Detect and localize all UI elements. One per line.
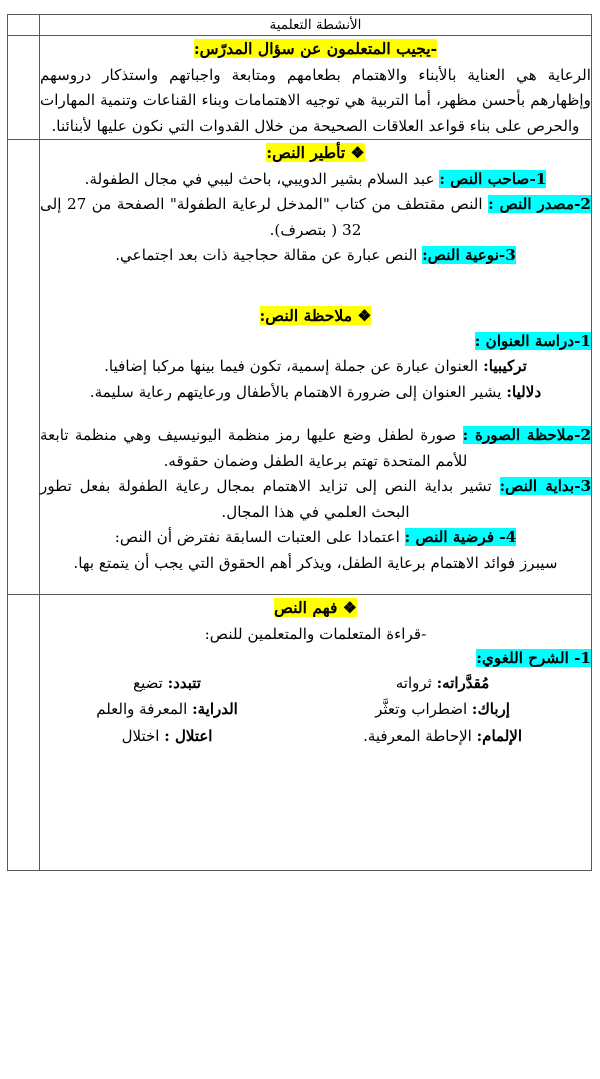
answer-cell	[40, 36, 592, 140]
table-row-framing-observation	[8, 140, 592, 595]
side-cell-understanding	[8, 595, 40, 871]
table-row-understanding	[8, 595, 592, 871]
vocab-term-right-3: اعتلال :	[164, 726, 213, 745]
page-title: الأنشطة التعلمية	[269, 17, 362, 33]
vocab-term-left-3: الإلمام:	[476, 726, 522, 745]
title-study-line-2-key: دلاليا:	[506, 382, 542, 401]
framing-item-1-label-text: -صاحب النص :	[439, 169, 536, 188]
observation-item-hypothesis	[40, 525, 591, 551]
hypothesis-text: سيبرز فوائد الاهتمام برعاية الطفل، ويذكر أهم الحقوق التي يجب أن يتمتع بها.	[73, 553, 558, 572]
understanding-heading-text: فهم النص	[274, 598, 338, 618]
framing-item-3	[40, 243, 591, 269]
diamond-bullet-icon-2: ❖	[357, 305, 372, 325]
header-cell	[40, 15, 592, 36]
understanding-heading-line	[40, 595, 591, 622]
side-cell-header	[8, 15, 40, 36]
title-study-line-1	[40, 354, 591, 380]
vocab-cell-left-1	[294, 671, 591, 697]
vocab-term-right-1: تتبدد:	[167, 674, 201, 693]
reading-line: -قراءة المتعلمات والمتعلمين للنص:	[204, 624, 427, 643]
vocab-cell-right-1	[40, 671, 294, 697]
side-cell-answer	[8, 36, 40, 140]
observation-item-hypothesis-value: اعتمادا على العتبات السابقة نفترض أن النص:	[114, 528, 400, 547]
framing-heading-line	[40, 140, 591, 167]
understanding-cell	[40, 595, 592, 871]
diamond-bullet-icon-3: ❖	[342, 598, 357, 618]
title-study-label-line	[40, 329, 591, 354]
answer-paragraph: الرعاية هي العناية بالأبناء والاهتمام بطعامهم ومتابعة واجباتهم واستذكار دروسهم وإظهارهم بأحسن مظهر، أما التربية هي توجيه الاهتمامات وبناء القناعات وتنمية المهارات والحرص على بناء قواعد العلاقات الصحيحة من خلال القدوات التي نكون عليها لأبنائنا.	[40, 65, 591, 135]
observation-item-image	[40, 423, 591, 474]
vocabulary-row	[40, 724, 591, 750]
title-study-line-2	[40, 380, 591, 406]
title-study-line-1-key: تركيبيا:	[483, 357, 527, 376]
framing-item-3-label	[422, 246, 516, 264]
framing-item-2-label-text: -مصدر النص :	[488, 195, 581, 214]
observation-item-start-label: 3-بداية النص:	[499, 477, 592, 496]
framing-observation-cell	[40, 140, 592, 595]
framing-item-2-label	[488, 195, 591, 213]
framing-heading-text: تأطير النص:	[266, 143, 346, 163]
vocab-term-left-2: إرباك:	[471, 700, 510, 719]
side-cell-framing	[8, 140, 40, 595]
observation-heading-line	[40, 303, 591, 330]
title-study-line-1-value: العنوان عبارة عن جملة إسمية، تكون فيما بينها مركبا إضافيا.	[104, 357, 479, 376]
table-row-answer	[8, 36, 592, 140]
vocab-meaning-left-1: ثرواته	[395, 674, 432, 693]
title-study-line-2-value: يشير العنوان إلى ضرورة الاهتمام بالأطفال ورعايتهم رعاية سليمة.	[89, 382, 502, 401]
observation-item-hypothesis-label: 4- فرضية النص :	[404, 528, 517, 547]
observation-heading-text: ملاحظة النص:	[259, 305, 353, 325]
observation-item-start-value: تشير بداية النص إلى تزايد الاهتمام بمجال رعاية الطفولة بفعل تطور البحث العلمي في هذا المجال.	[40, 477, 492, 521]
diamond-bullet-icon: ❖	[350, 143, 365, 163]
observation-item-start	[40, 474, 591, 525]
framing-item-1-value: عبد السلام بشير الدويبي، باحث ليبي في مجال الطفولة.	[84, 169, 435, 188]
spacer-before-image-note	[40, 405, 591, 423]
observation-item-image-label: 2-ملاحظة الصورة :	[462, 426, 592, 445]
vocabulary-row	[40, 697, 591, 723]
vocabulary-row	[40, 671, 591, 697]
understanding-heading	[274, 598, 357, 617]
answer-heading: -يجيب المتعلمون عن سؤال المدرّس:	[193, 39, 438, 59]
vocab-term-left-1: مُقدَّراته:	[436, 674, 490, 693]
vocab-meaning-right-1: تضيع	[133, 674, 163, 693]
vocab-cell-right-3	[40, 724, 294, 750]
framing-item-2	[40, 192, 591, 243]
spacer-after-framing	[40, 269, 591, 303]
observation-heading	[260, 306, 372, 325]
lexical-explanation-label: 1- الشرح اللغوي:	[476, 649, 591, 668]
framing-item-1	[40, 167, 591, 193]
framing-item-3-value: النص عبارة عن مقالة حجاجية ذات بعد اجتماعي.	[115, 246, 418, 265]
vocab-meaning-right-2: المعرفة والعلم	[96, 700, 188, 719]
vocab-cell-left-3	[294, 724, 591, 750]
lexical-label-line	[40, 646, 591, 671]
vocab-cell-right-2	[40, 697, 294, 723]
table-row-header	[8, 15, 592, 36]
framing-item-1-label	[439, 170, 546, 188]
vocabulary-table	[40, 671, 591, 750]
framing-item-2-value: النص مقتطف من كتاب "المدخل لرعاية الطفولة" الصفحة من 27 إلى 32 ( بتصرف).	[40, 195, 483, 239]
framing-item-2-number: 2	[580, 195, 591, 214]
observation-item-image-value: صورة لطفل وضع عليها رمز منظمة اليونيسيف وهي منظمة تابعة للأمم المتحدة تهتم برعاية الطفل وضمان حقوقه.	[40, 426, 468, 470]
answer-heading-line	[40, 36, 591, 63]
lesson-table	[7, 14, 592, 871]
framing-item-1-number: 1	[535, 169, 547, 188]
title-study-label: 1-دراسة العنوان :	[474, 332, 591, 351]
spacer-bottom-observation	[40, 576, 591, 594]
vocab-cell-left-2	[294, 697, 591, 723]
framing-heading	[266, 143, 364, 162]
framing-item-3-label-text: -نوعية النص:	[422, 246, 506, 265]
vocab-meaning-left-2: اضطراب وتعثَّر	[375, 700, 468, 719]
vocab-term-right-2: الدراية:	[192, 700, 238, 719]
vocab-meaning-right-3: اختلال	[121, 726, 160, 745]
framing-item-3-number: 3	[505, 246, 516, 265]
vocab-meaning-left-3: الإحاطة المعرفية.	[363, 726, 472, 745]
